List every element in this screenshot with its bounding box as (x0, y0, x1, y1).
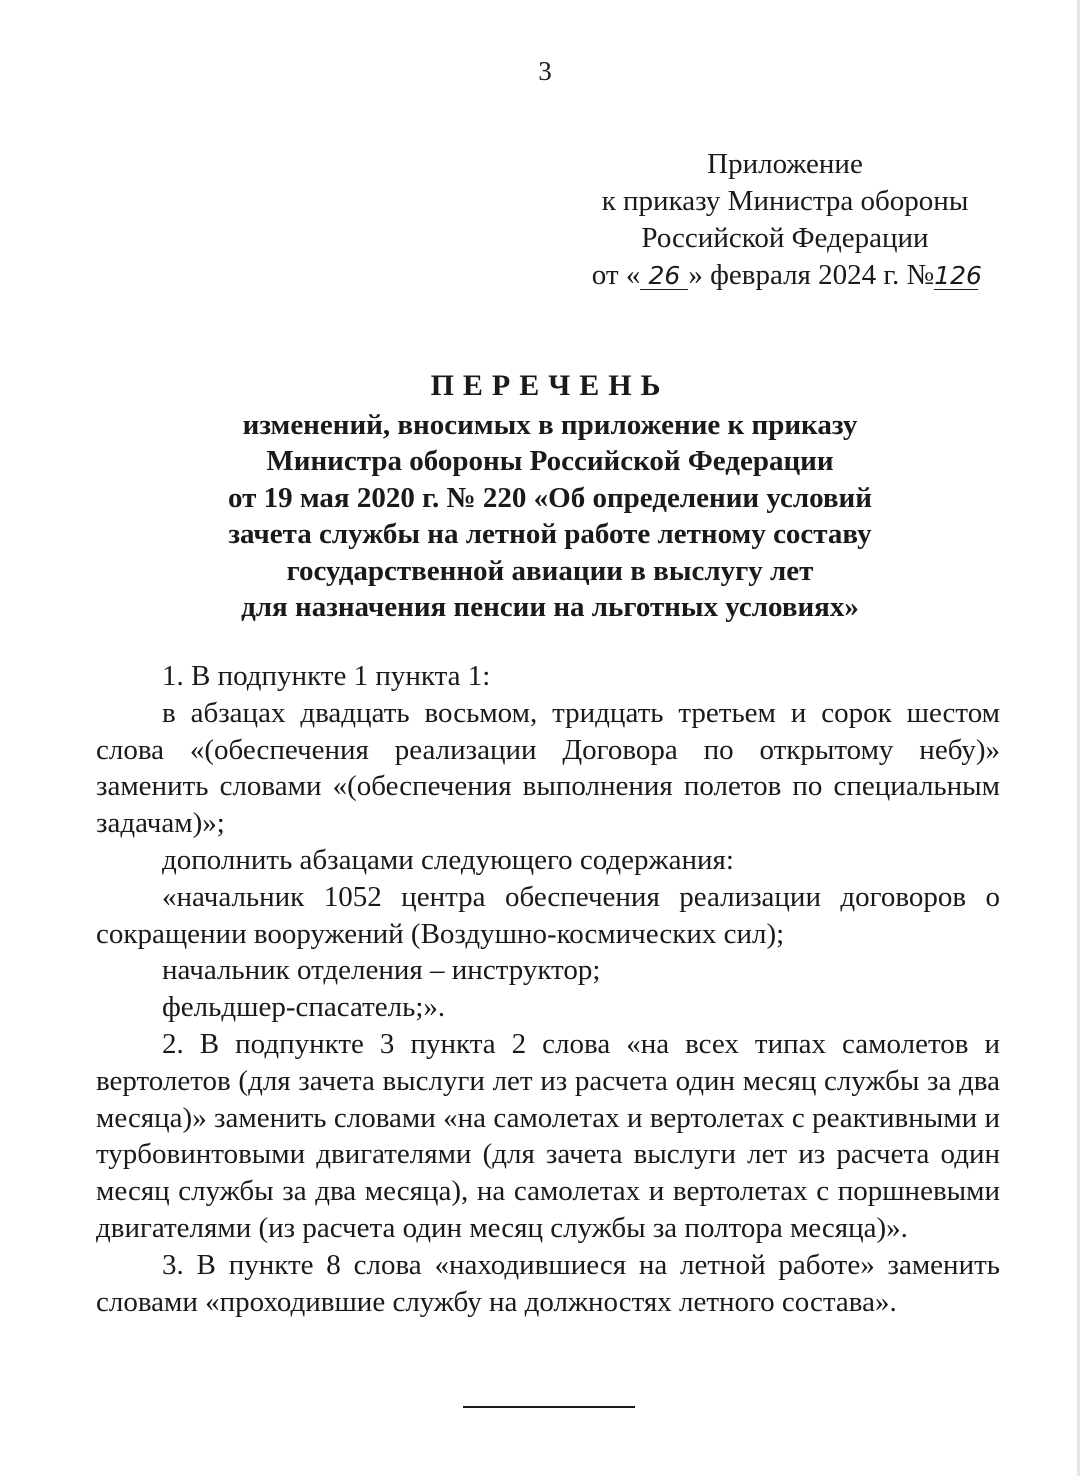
paragraph: фельдшер-спасатель;». (162, 991, 446, 1024)
document-body (96, 658, 1000, 1320)
title-line: изменений, вносимых в приложение к приказу (242, 408, 858, 441)
date-middle: » февраля 2024 г. № (688, 259, 935, 291)
date-prefix: от « (591, 259, 641, 291)
paragraph: начальник отделения – инструктор; (162, 954, 601, 987)
paragraph: 2. В подпункте 3 пункта 2 слова «на всех типах самолетов и вертолетов (для зачета выслуги лет из расчета один месяц службы за два месяца)» заменить словами «на самолетах и вертолетах с реактивными и турбовинтовыми двигателями (для зачета выслуги лет из расчета один месяц службы за два месяца), на самолетах и вертолетах с поршневыми двигателями (из расчета один месяц службы за полтора месяца)». (96, 1027, 1000, 1244)
handwritten-day: 26 (640, 263, 688, 290)
end-rule (463, 1406, 635, 1408)
paragraph: 1. В подпункте 1 пункта 1: (162, 660, 491, 692)
paragraph: «начальник 1052 центра обеспечения реализации договоров о сокращении вооружений (Воздушно-космических сил); (96, 880, 1000, 950)
paragraph: 3. В пункте 8 слова «находившиеся на летной работе» заменить словами «проходившие службу на должностях летного состава». (96, 1248, 1000, 1318)
title-line: для назначения пенсии на льготных условиях» (241, 591, 859, 623)
page-number: 3 (538, 56, 552, 86)
title-line: зачета службы на летной работе летному составу (228, 518, 872, 550)
title-heading: ПЕРЕЧЕНЬ (430, 369, 670, 402)
paragraph: дополнить абзацами следующего содержания: (162, 843, 734, 876)
paragraph: в абзацах двадцать восьмом, тридцать третьем и сорок шестом слова «(обеспечения реализации Договора по открытому небу)» заменить словами «(обеспечения выполнения полетов по специальным задачам)»; (96, 696, 1000, 840)
appendix-label: Приложение (707, 148, 863, 180)
appendix-order-ref: к приказу Министра обороны (601, 185, 969, 217)
document-title (100, 368, 1000, 626)
appendix-federation: Российской Федерации (641, 222, 929, 254)
handwritten-order-number: 126 (934, 261, 982, 290)
appendix-date-line (560, 257, 1010, 294)
appendix-block (560, 146, 1010, 294)
title-line: от 19 мая 2020 г. № 220 «Об определении условий (228, 481, 872, 514)
title-line: государственной авиации в выслугу лет (286, 554, 814, 587)
title-line: Министра обороны Российской Федерации (266, 445, 834, 477)
